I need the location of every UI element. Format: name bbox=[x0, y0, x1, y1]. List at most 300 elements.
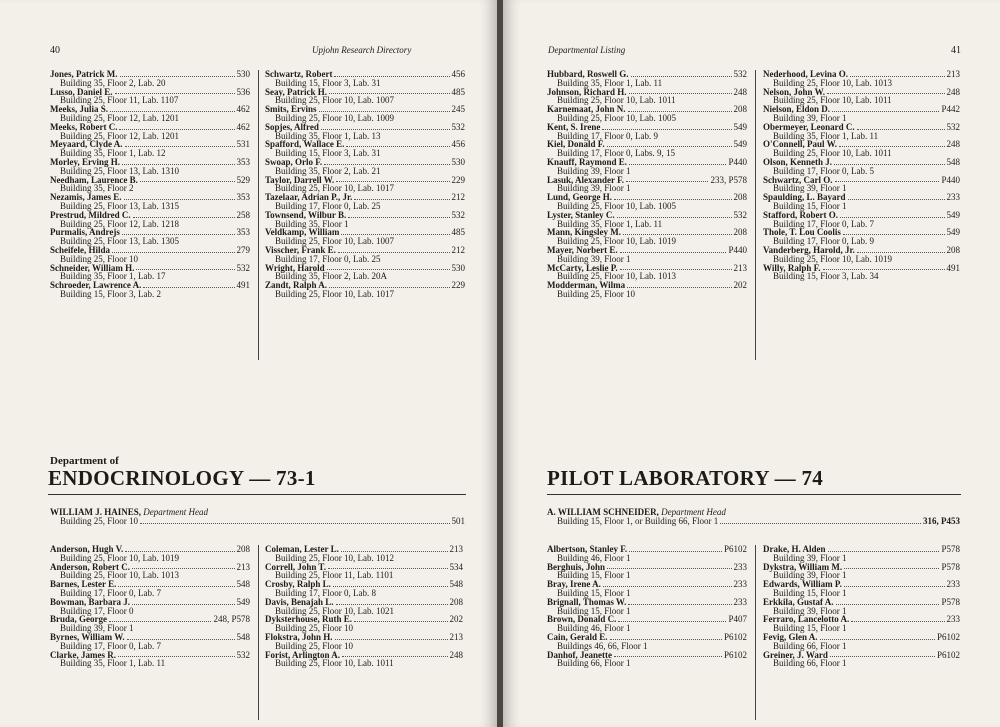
location: Building 39, Floor 1 bbox=[60, 623, 134, 634]
dot-leader bbox=[342, 655, 447, 657]
dot-leader bbox=[627, 286, 731, 288]
dot-leader bbox=[119, 128, 234, 130]
dot-leader bbox=[321, 128, 450, 130]
person-name: Correll, John T. bbox=[265, 561, 327, 572]
dot-leader bbox=[607, 145, 732, 147]
directory-entry bbox=[547, 545, 747, 563]
directory-entry bbox=[763, 651, 960, 669]
location: Building 39, Floor 1 bbox=[773, 570, 847, 581]
directory-entry bbox=[50, 281, 250, 299]
person-name: Hubbard, Roswell G. bbox=[547, 69, 629, 79]
directory-entry bbox=[547, 123, 747, 141]
dot-leader bbox=[110, 110, 234, 112]
directory-entry bbox=[547, 140, 747, 158]
directory-entry bbox=[265, 545, 463, 563]
person-name: Coleman, Lester L. bbox=[265, 544, 339, 554]
location: Building 25, Floor 10, Lab. 1007 bbox=[275, 236, 394, 247]
location: Building 25, Floor 10, Lab. 1019 bbox=[60, 552, 179, 563]
dot-leader bbox=[118, 585, 234, 587]
dot-leader bbox=[327, 268, 450, 270]
phone-extension: 549 bbox=[946, 227, 960, 238]
phone-extension: 549 bbox=[733, 121, 747, 132]
left-top-column-1 bbox=[50, 70, 250, 299]
location: Building 15, Floor 3, Lab. 31 bbox=[275, 148, 381, 159]
person-name: Lusso, Daniel E. bbox=[50, 86, 113, 97]
directory-entry bbox=[763, 88, 960, 106]
person-name: Taylor, Darrell W. bbox=[265, 174, 335, 185]
phone-extension: 530 bbox=[451, 262, 465, 273]
person-name: Schneider, William H. bbox=[50, 262, 135, 273]
location: Building 35, Floor 1, Lab. 11 bbox=[773, 130, 879, 141]
dot-leader bbox=[324, 163, 449, 165]
location: Building 25, Floor 10 bbox=[275, 623, 354, 634]
phone-extension: 353 bbox=[236, 156, 250, 167]
location: Building 25, Floor 10, Lab. 1011 bbox=[773, 148, 892, 159]
right-top-column-1 bbox=[547, 70, 747, 299]
location: Building 25, Floor 10 bbox=[60, 253, 139, 264]
person-name: Nielson, Eldon D. bbox=[763, 104, 831, 115]
person-name: Fevig, Glen A. bbox=[763, 631, 818, 642]
person-name: Barnes, Lester E. bbox=[50, 579, 117, 590]
person-name: Tazelaar, Adrian P., Jr. bbox=[265, 192, 353, 203]
dot-leader bbox=[610, 638, 722, 640]
person-name: Karnemaat, John N. bbox=[547, 104, 626, 115]
location: Building 17, Floor 0, Lab. 8 bbox=[275, 587, 376, 598]
directory-entry bbox=[50, 140, 250, 158]
location: Building 35, Floor 2, Lab. 20 bbox=[60, 77, 166, 88]
location: Building 17, Floor 0, Lab. 9 bbox=[773, 236, 874, 247]
dot-leader bbox=[341, 233, 449, 235]
person-name: Sopjes, Alfred bbox=[265, 121, 319, 132]
dot-leader bbox=[628, 110, 732, 112]
directory-entry bbox=[50, 563, 250, 581]
dot-leader bbox=[628, 603, 731, 605]
location: Building 25, Floor 10, Lab. 1021 bbox=[275, 605, 394, 616]
dot-leader bbox=[118, 655, 235, 657]
directory-entry bbox=[265, 123, 465, 141]
directory-entry bbox=[763, 633, 960, 651]
directory-entry bbox=[265, 281, 465, 299]
phone-extension: 202 bbox=[449, 614, 463, 625]
location: Building 15, Floor 1 bbox=[557, 587, 631, 598]
department-head-entry bbox=[50, 508, 465, 526]
phone-extension: 548 bbox=[236, 579, 250, 590]
directory-entry bbox=[265, 580, 463, 598]
phone-extension: P6102 bbox=[723, 631, 747, 642]
location: Building 25, Floor 13, Lab. 1315 bbox=[60, 200, 179, 211]
phone-extension: 212 bbox=[451, 192, 465, 203]
directory-entry bbox=[763, 264, 960, 282]
location: Building 39, Floor 1 bbox=[773, 605, 847, 616]
phone-extension: P6102 bbox=[936, 631, 960, 642]
location: Building 17, Floor 0, Lab. 7 bbox=[60, 640, 161, 651]
person-name: Schwartz, Carl O. bbox=[763, 174, 833, 185]
title-rule bbox=[547, 494, 961, 495]
person-name: Nezamis, James E. bbox=[50, 192, 122, 203]
phone-extension: 530 bbox=[451, 156, 465, 167]
dot-leader bbox=[843, 233, 945, 235]
directory-entry bbox=[50, 193, 250, 211]
location: Building 17, Floor 0 bbox=[60, 605, 134, 616]
column-rule bbox=[258, 545, 259, 720]
phone-extension: P578 bbox=[941, 596, 960, 607]
dot-leader bbox=[623, 233, 731, 235]
location: Building 25, Floor 10, Lab. 1005 bbox=[557, 112, 676, 123]
person-name: Erkkila, Gustaf A. bbox=[763, 596, 834, 607]
location: Building 17, Floor 0, Lab. 25 bbox=[275, 200, 381, 211]
person-name: Albertson, Stanley F. bbox=[547, 544, 628, 554]
directory-entry bbox=[547, 580, 747, 598]
phone-extension: 549 bbox=[733, 139, 747, 150]
person-name: Schroeder, Lawrence A. bbox=[50, 280, 142, 291]
phone-extension: 248 bbox=[946, 139, 960, 150]
dot-leader bbox=[832, 110, 939, 112]
person-name: Brown, Donald C. bbox=[547, 614, 617, 625]
phone-extension: 248 bbox=[449, 649, 463, 660]
directory-entry bbox=[547, 563, 747, 581]
person-name: Anderson, Robert C. bbox=[50, 561, 130, 572]
phone-extension: 208 bbox=[733, 104, 747, 115]
location: Building 17, Floor 0, Lab. 9 bbox=[557, 130, 658, 141]
dot-leader bbox=[823, 268, 945, 270]
location: Building 25, Floor 10, Lab. 1012 bbox=[275, 552, 394, 563]
dot-leader bbox=[631, 75, 732, 77]
directory-entry bbox=[265, 615, 463, 633]
column-rule bbox=[755, 545, 756, 720]
directory-entry bbox=[763, 140, 960, 158]
dot-leader bbox=[857, 128, 945, 130]
dot-leader bbox=[830, 655, 935, 657]
dot-leader bbox=[354, 198, 449, 200]
directory-entry bbox=[50, 545, 250, 563]
person-name: Brignall, Thomas W. bbox=[547, 596, 627, 607]
phone-extension: P578 bbox=[941, 561, 960, 572]
directory-entry bbox=[547, 105, 747, 123]
phone-extension: 456 bbox=[451, 69, 465, 79]
phone-extension: 233 bbox=[946, 579, 960, 590]
left-bottom-column-1 bbox=[50, 545, 250, 668]
dot-leader bbox=[328, 567, 447, 569]
location: Building 25, Floor 10, Lab. 1017 bbox=[275, 183, 394, 194]
location: Building 15, Floor 1 bbox=[773, 200, 847, 211]
location: Building 25, Floor 10, Lab. 1013 bbox=[60, 570, 179, 581]
phone-extension: 245 bbox=[451, 104, 465, 115]
location: Building 25, Floor 10, Lab. 1011 bbox=[275, 658, 394, 669]
location: Building 39, Floor 1 bbox=[773, 112, 847, 123]
phone-extension: 485 bbox=[451, 86, 465, 97]
phone-extension: P407 bbox=[728, 614, 747, 625]
directory-entry bbox=[763, 563, 960, 581]
location: Building 66, Floor 1 bbox=[557, 658, 631, 669]
dot-leader bbox=[629, 163, 726, 165]
person-name: Greiner, J. Ward bbox=[763, 649, 828, 660]
location: Building 25, Floor 10, Lab. 1019 bbox=[557, 236, 676, 247]
phone-extension: 530 bbox=[236, 69, 250, 79]
person-name: Veldkamp, William bbox=[265, 227, 340, 238]
department-head-entry bbox=[547, 508, 960, 526]
directory-entry bbox=[50, 105, 250, 123]
dot-leader bbox=[857, 251, 945, 253]
location: Building 15, Floor 1 bbox=[557, 605, 631, 616]
location: Building 25, Floor 10, Lab. 1013 bbox=[773, 77, 892, 88]
directory-entry bbox=[50, 580, 250, 598]
phone-extension: 248 bbox=[733, 86, 747, 97]
phone-extension: 233 bbox=[733, 561, 747, 572]
department-head-name: A. WILLIAM SCHNEIDER, bbox=[547, 507, 659, 517]
phone-extension: 208 bbox=[733, 192, 747, 203]
directory-entry bbox=[763, 176, 960, 194]
phone-extension: 233 bbox=[733, 596, 747, 607]
person-name: Nederhood, Levina O. bbox=[763, 69, 849, 79]
location: Building 35, Floor 1, Lab. 11 bbox=[557, 218, 663, 229]
dot-leader bbox=[120, 75, 235, 77]
person-name: Meeks, Robert C. bbox=[50, 121, 118, 132]
directory-entry bbox=[547, 615, 747, 633]
location: Building 25, Floor 10, Lab. 1007 bbox=[275, 95, 394, 106]
directory-entry bbox=[50, 633, 250, 651]
dot-leader bbox=[334, 75, 449, 77]
person-name: Spafford, Wallace E. bbox=[265, 139, 345, 150]
location: Building 15, Floor 1 bbox=[773, 587, 847, 598]
person-name: Stafford, Robert O. bbox=[763, 209, 838, 220]
location: Building 35, Floor 1, Lab. 17 bbox=[60, 271, 166, 282]
person-name: Meeks, Julia S. bbox=[50, 104, 109, 115]
dot-leader bbox=[828, 550, 940, 552]
dot-leader bbox=[348, 216, 449, 218]
dot-leader bbox=[329, 92, 450, 94]
phone-extension: 548 bbox=[236, 631, 250, 642]
phone-extension: P442 bbox=[941, 104, 960, 115]
dot-leader bbox=[132, 603, 234, 605]
department-head-title: Department Head bbox=[661, 507, 726, 517]
department-title: ENDOCRINOLOGY — 73-1 bbox=[48, 466, 316, 490]
directory-entry bbox=[265, 105, 465, 123]
directory-entry bbox=[50, 228, 250, 246]
directory-entry bbox=[50, 176, 250, 194]
location: Building 39, Floor 1 bbox=[773, 552, 847, 563]
dot-leader bbox=[629, 550, 722, 552]
dot-leader bbox=[834, 163, 944, 165]
phone-extension: 548 bbox=[449, 579, 463, 590]
phone-extension: 233 bbox=[946, 614, 960, 625]
dot-leader bbox=[354, 620, 447, 622]
location: Building 25, Floor 11, Lab. 1107 bbox=[60, 95, 179, 106]
person-name: Nelson, John W. bbox=[763, 86, 826, 97]
location: Building 46, Floor 1 bbox=[557, 552, 631, 563]
dot-leader bbox=[835, 180, 940, 182]
left-top-column-2 bbox=[265, 70, 465, 299]
directory-entry bbox=[265, 563, 463, 581]
dot-leader bbox=[336, 603, 448, 605]
phone-extension: 532 bbox=[946, 121, 960, 132]
person-name: Needham, Laurence B. bbox=[50, 174, 138, 185]
person-name: Dykstra, William M. bbox=[763, 561, 843, 572]
directory-entry bbox=[265, 158, 465, 176]
directory-entry bbox=[763, 246, 960, 264]
person-name: Townsend, Wilbur B. bbox=[265, 209, 347, 220]
person-name: Byrnes, William W. bbox=[50, 631, 125, 642]
person-name: Ferraro, Lancelotto A. bbox=[763, 614, 850, 625]
location: Building 25, Floor 10, Lab. 1011 bbox=[557, 95, 676, 106]
phone-extension: P6102 bbox=[936, 649, 960, 660]
directory-entry bbox=[547, 633, 747, 651]
phone-extension: 353 bbox=[236, 192, 250, 203]
dot-leader bbox=[132, 567, 235, 569]
phone-extension: 213 bbox=[449, 631, 463, 642]
person-name: Mayer, Norbert E. bbox=[547, 244, 618, 255]
dot-leader bbox=[839, 145, 944, 147]
directory-entry bbox=[50, 651, 250, 669]
directory-entry bbox=[50, 211, 250, 229]
dot-leader bbox=[122, 233, 235, 235]
right-bottom-column-2 bbox=[763, 545, 960, 668]
directory-entry bbox=[50, 158, 250, 176]
phone-extension: 548 bbox=[946, 156, 960, 167]
phone-extension: 532 bbox=[451, 121, 465, 132]
phone-extension: P440 bbox=[728, 156, 747, 167]
phone-extension: P440 bbox=[941, 174, 960, 185]
dot-leader bbox=[851, 620, 944, 622]
person-name: Flokstra, John H. bbox=[265, 631, 333, 642]
person-name: Drake, H. Alden bbox=[763, 544, 826, 554]
location: Building 39, Floor 1 bbox=[557, 165, 631, 176]
directory-entry bbox=[265, 70, 465, 88]
right-bottom-column-1 bbox=[547, 545, 747, 668]
phone-extension: 229 bbox=[451, 174, 465, 185]
person-name: Berghuis, John bbox=[547, 561, 606, 572]
dot-leader bbox=[346, 145, 449, 147]
phone-extension: 208 bbox=[946, 244, 960, 255]
location: Buildings 46, 66, Floor 1 bbox=[557, 640, 648, 651]
phone-extension: 462 bbox=[236, 104, 250, 115]
phone-extension: 233 bbox=[733, 579, 747, 590]
directory-entry bbox=[763, 105, 960, 123]
department-head-title: Department Head bbox=[143, 507, 209, 517]
phone-extension: 531 bbox=[236, 139, 250, 150]
department-prefix: Department of bbox=[50, 455, 119, 467]
left-page bbox=[0, 0, 497, 727]
location: Building 35, Floor 1, Lab. 12 bbox=[60, 148, 166, 159]
person-name: Bray, Irene A. bbox=[547, 579, 601, 590]
phone-extension: P6102 bbox=[723, 544, 747, 554]
person-name: Obermeyer, Leonard C. bbox=[763, 121, 855, 132]
dot-leader bbox=[840, 216, 945, 218]
phone-extension: 233 bbox=[946, 192, 960, 203]
directory-entry bbox=[547, 193, 747, 211]
dot-leader bbox=[136, 268, 234, 270]
phone-extension: 202 bbox=[733, 280, 747, 291]
directory-entry bbox=[547, 651, 747, 669]
person-name: Kent, S. Irene bbox=[547, 121, 601, 132]
dot-leader bbox=[626, 180, 708, 182]
dot-leader bbox=[836, 603, 940, 605]
location: Building 25, Floor 11, Lab. 1101 bbox=[275, 570, 394, 581]
title-rule bbox=[48, 494, 466, 495]
dot-leader bbox=[319, 110, 450, 112]
dot-leader bbox=[827, 92, 944, 94]
phone-extension: 279 bbox=[236, 244, 250, 255]
location: Building 17, Floor 0, Lab. 7 bbox=[773, 218, 874, 229]
dot-leader bbox=[133, 216, 235, 218]
page-number: 40 bbox=[50, 45, 60, 56]
phone-extension: 248 bbox=[946, 86, 960, 97]
dot-leader bbox=[125, 145, 235, 147]
dot-leader bbox=[614, 655, 722, 657]
dot-leader bbox=[844, 567, 939, 569]
location: Building 39, Floor 1 bbox=[557, 253, 631, 264]
location: Building 25, Floor 10, Lab. 1017 bbox=[275, 288, 394, 299]
directory-entry bbox=[50, 88, 250, 106]
phone-extension: 208 bbox=[449, 596, 463, 607]
phone-extension: 208 bbox=[733, 227, 747, 238]
location: Building 17, Floor 0, Lab. 5 bbox=[773, 165, 874, 176]
person-name: Purmalis, Andrejs bbox=[50, 227, 120, 238]
phone-extension: 213 bbox=[449, 544, 463, 554]
directory-entry bbox=[265, 651, 463, 669]
phone-extension: P440 bbox=[728, 244, 747, 255]
column-rule bbox=[755, 70, 756, 360]
page-number: 41 bbox=[951, 45, 961, 56]
location: Building 35, Floor 1 bbox=[275, 218, 349, 229]
department-head-number: 501 bbox=[451, 516, 465, 526]
column-rule bbox=[258, 70, 259, 360]
person-name: Knauff, Raymond E. bbox=[547, 156, 628, 167]
person-name: Lasuk, Alexander F. bbox=[547, 174, 625, 185]
dot-leader bbox=[143, 286, 234, 288]
person-name: Meyaard, Clyde A. bbox=[50, 139, 123, 150]
dot-leader bbox=[336, 180, 449, 182]
right-page bbox=[503, 0, 1000, 727]
dot-leader bbox=[620, 251, 727, 253]
person-name: Olson, Kenneth J. bbox=[763, 156, 833, 167]
person-name: Bruda, George bbox=[50, 614, 107, 625]
phone-extension: 485 bbox=[451, 227, 465, 238]
directory-entry bbox=[763, 158, 960, 176]
person-name: Smits, Ervins bbox=[265, 104, 317, 115]
location: Building 46, Floor 1 bbox=[557, 623, 631, 634]
location: Building 15, Floor 1 bbox=[773, 623, 847, 634]
location: Building 15, Floor 3, Lab. 31 bbox=[275, 77, 381, 88]
phone-extension: 353 bbox=[236, 227, 250, 238]
location: Building 66, Floor 1 bbox=[773, 658, 847, 669]
person-name: Spaulding, L. Bayard bbox=[763, 192, 846, 203]
location: Building 25, Floor 10, Lab. 1005 bbox=[557, 200, 676, 211]
person-name: Clarke, James R. bbox=[50, 649, 116, 660]
phone-extension: 549 bbox=[236, 596, 250, 607]
dot-leader bbox=[620, 268, 732, 270]
location: Building 15, Floor 1 bbox=[557, 570, 631, 581]
directory-entry bbox=[50, 615, 250, 633]
directory-entry bbox=[763, 228, 960, 246]
person-name: Schwartz, Robert bbox=[265, 69, 333, 79]
dot-leader bbox=[124, 198, 235, 200]
dot-leader bbox=[614, 198, 731, 200]
dot-leader bbox=[127, 638, 235, 640]
directory-entry bbox=[763, 193, 960, 211]
directory-entry bbox=[763, 580, 960, 598]
person-name: Lund, George H. bbox=[547, 192, 613, 203]
phone-extension: 208 bbox=[236, 544, 250, 554]
location: Building 25, Floor 12, Lab. 1201 bbox=[60, 112, 179, 123]
dot-leader bbox=[602, 128, 731, 130]
person-name: Crosby, Ralph L. bbox=[265, 579, 331, 590]
person-name: Scheifele, Hilda bbox=[50, 244, 110, 255]
department-head-location: Building 15, Floor 1, or Building 66, Floor 1 bbox=[557, 516, 719, 526]
directory-entry bbox=[265, 598, 463, 616]
department-title: PILOT LABORATORY — 74 bbox=[547, 466, 824, 490]
directory-entry bbox=[50, 123, 250, 141]
location: Building 35, Floor 2, Lab. 21 bbox=[275, 165, 381, 176]
